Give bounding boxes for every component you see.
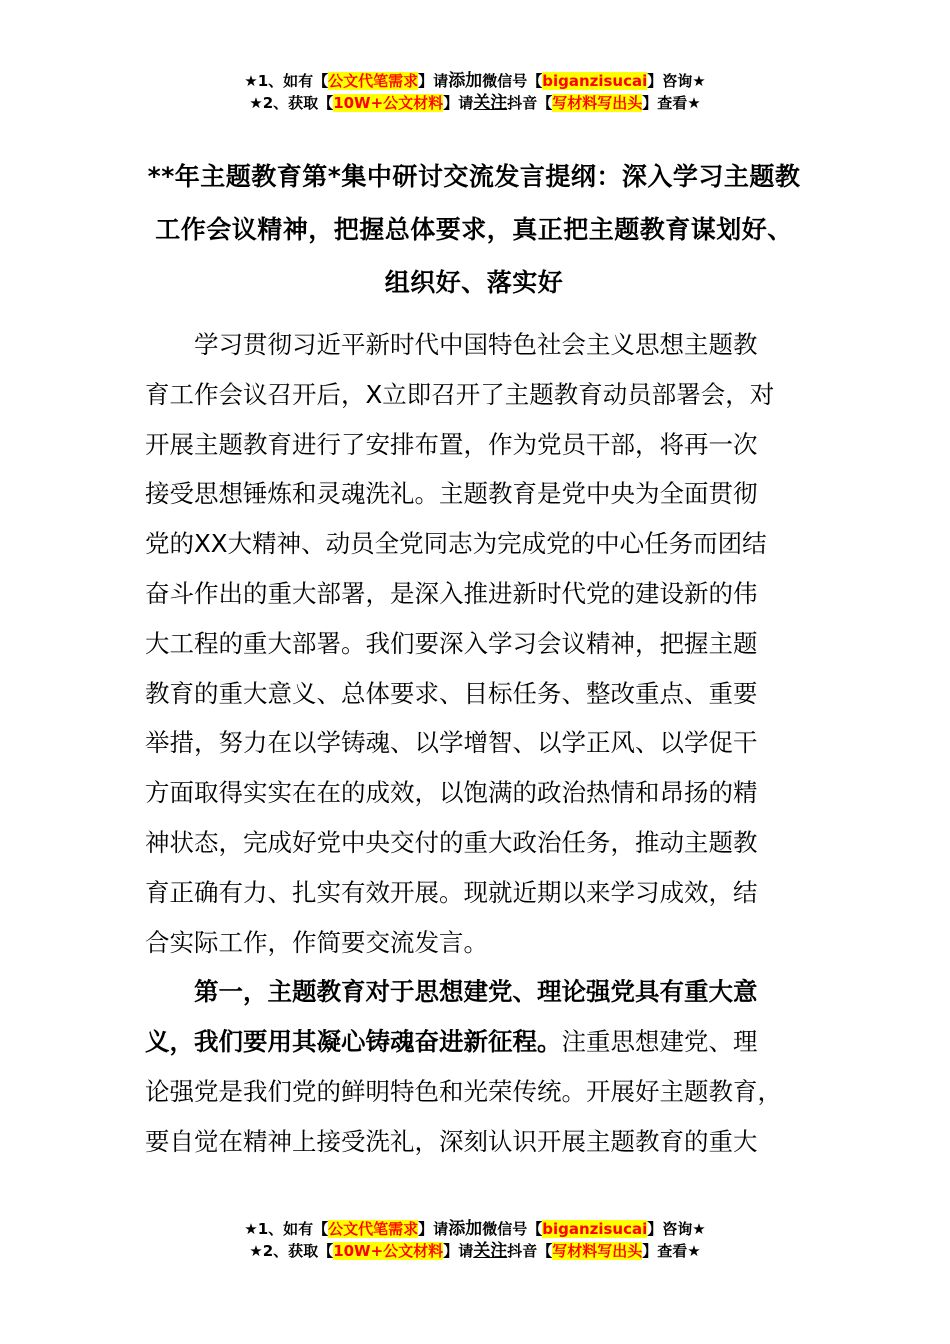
banner-wechat-id: biganzisucai: [542, 1220, 648, 1238]
body-line: 育工作会议召开后，X立即召开了主题教育动员部署会，对: [145, 379, 775, 409]
banner-text: ★2、获取【: [249, 94, 334, 112]
banner-text: 微信号【: [482, 72, 543, 90]
banner-emphasis: 添加: [448, 71, 483, 91]
body-line: 开展主题教育进行了安排布置，作为党员干部，将再一次: [145, 429, 758, 459]
title-line-2: 工作会议精神，把握总体要求，真正把主题教育谋划好、: [155, 215, 793, 244]
header-banner: [0, 70, 950, 114]
banner-emphasis: 关注: [473, 93, 508, 113]
banner-text: 】请: [418, 1220, 449, 1238]
title-line-1: **年主题教育第*集中研讨交流发言提纲：深入学习主题教: [147, 162, 801, 191]
banner-highlight: 10W+公文材料: [333, 1242, 444, 1260]
banner-douyin-id: 写材料写出头: [552, 94, 643, 112]
body-line: 接受思想锤炼和灵魂洗礼。主题教育是党中央为全面贯彻: [145, 479, 758, 509]
document-body: [145, 320, 810, 1167]
banner-line-2: [0, 1240, 950, 1262]
banner-line-1: [0, 70, 950, 92]
banner-douyin-id: 写材料写出头: [552, 1242, 643, 1260]
banner-line-1: [0, 1218, 950, 1240]
banner-text: ★1、如有【: [244, 1220, 329, 1238]
banner-text: 】咨询★: [647, 1220, 706, 1238]
banner-emphasis: 添加: [448, 1219, 483, 1239]
banner-highlight: 公文代笔需求: [328, 1220, 419, 1238]
footer-banner: [0, 1218, 950, 1262]
body-line: [145, 1017, 810, 1067]
document-title: [140, 150, 808, 309]
banner-text: ★2、获取【: [249, 1242, 334, 1260]
body-line: 学习贯彻习近平新时代中国特色社会主义思想主题教: [194, 330, 758, 359]
banner-text: 】请: [443, 1242, 474, 1260]
banner-wechat-id: biganzisucai: [542, 72, 648, 90]
body-line: 大工程的重大部署。我们要深入学习会议精神，把握主题: [145, 628, 758, 658]
banner-line-2: [0, 92, 950, 114]
body-line: 育正确有力、扎实有效开展。现就近期以来学习成效，结: [145, 877, 758, 907]
body-line: 奋斗作出的重大部署，是深入推进新时代党的建设新的伟: [145, 578, 758, 608]
banner-text: 】请: [418, 72, 449, 90]
body-line: 举措，努力在以学铸魂、以学增智、以学正风、以学促干: [145, 728, 758, 758]
section-heading-line: 第一，主题教育对于思想建党、理论强党具有重大意: [194, 977, 758, 1007]
body-line: 合实际工作，作简要交流发言。: [145, 927, 488, 957]
section-heading-text: 义，我们要用其凝心铸魂奋进新征程。: [145, 1027, 562, 1057]
body-line: 党的XX大精神、动员全党同志为完成党的中心任务而团结: [145, 529, 767, 559]
body-line: 要自觉在精神上接受洗礼，深刻认识开展主题教育的重大: [145, 1126, 758, 1156]
banner-text: 】查看★: [642, 94, 701, 112]
body-line: 教育的重大意义、总体要求、目标任务、整改重点、重要: [145, 678, 758, 708]
body-line: 方面取得实实在在的成效，以饱满的政治热情和昂扬的精: [145, 778, 758, 808]
banner-text: 抖音【: [507, 94, 553, 112]
banner-emphasis: 关注: [473, 1241, 508, 1261]
banner-highlight: 公文代笔需求: [328, 72, 419, 90]
title-line-3: 组织好、落实好: [384, 268, 564, 297]
body-line: 神状态，完成好党中央交付的重大政治任务，推动主题教: [145, 827, 758, 857]
banner-highlight: 10W+公文材料: [333, 94, 444, 112]
banner-text: 】请: [443, 94, 474, 112]
banner-text: 微信号【: [482, 1220, 543, 1238]
body-line: 论强党是我们党的鲜明特色和光荣传统。开展好主题教育，: [145, 1076, 782, 1106]
banner-text: ★1、如有【: [244, 72, 329, 90]
banner-text: 】咨询★: [647, 72, 706, 90]
banner-text: 】查看★: [642, 1242, 701, 1260]
body-text: 注重思想建党、理: [561, 1027, 758, 1057]
banner-text: 抖音【: [507, 1242, 553, 1260]
